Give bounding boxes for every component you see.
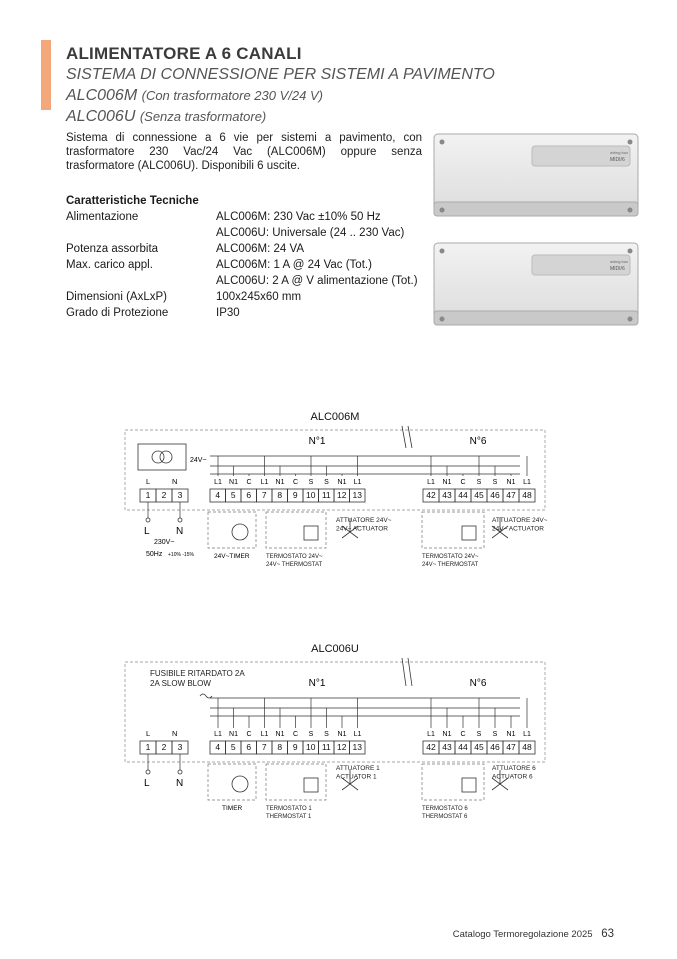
terminal-label: N1 bbox=[229, 479, 238, 486]
supply-n: N bbox=[176, 778, 184, 789]
terminal-label: L1 bbox=[427, 731, 435, 738]
terminal-label: N1 bbox=[442, 731, 452, 738]
supply-n: N bbox=[176, 526, 184, 537]
terminal-number: 48 bbox=[522, 742, 532, 752]
model-u-line bbox=[66, 108, 266, 126]
device-label-1: wiring box bbox=[610, 150, 629, 155]
terminal-number: 47 bbox=[506, 490, 516, 500]
actuator6-label: ATTUATORE 24V~ bbox=[492, 517, 548, 524]
catalog-name: Catalogo Termoregolazione 2025 bbox=[452, 929, 593, 940]
model-m: ALC006M bbox=[66, 87, 138, 104]
zone1-label: N°1 bbox=[308, 678, 326, 689]
page-footer bbox=[453, 928, 614, 940]
thermostat1-label: 24V~ THERMOSTAT bbox=[266, 562, 323, 568]
terminal-label: N1 bbox=[229, 731, 238, 738]
terminal-number: 7 bbox=[261, 742, 267, 752]
terminal-label: S bbox=[492, 479, 498, 486]
terminal-label: L bbox=[146, 729, 151, 738]
supply-terminal bbox=[146, 770, 150, 774]
terminal-label: N1 bbox=[337, 731, 347, 738]
model-u-note: (Senza trasformatore) bbox=[139, 109, 267, 124]
terminal-number: 43 bbox=[442, 490, 452, 500]
device-image-alc006u bbox=[432, 241, 640, 327]
v24-label: 24V~ bbox=[190, 457, 207, 464]
terminal-label: L1 bbox=[353, 731, 362, 738]
terminal-label: L1 bbox=[260, 479, 269, 486]
thermostat-symbol bbox=[462, 526, 476, 540]
supply-voltage: 230V~ bbox=[154, 539, 175, 546]
terminal-number: 47 bbox=[506, 742, 516, 752]
terminal-number: 8 bbox=[277, 742, 283, 752]
terminal-label: N1 bbox=[337, 479, 347, 486]
terminal-label: S bbox=[308, 731, 314, 738]
spec-value: ALC006U: Universale (24 .. 230 Vac) bbox=[216, 227, 405, 239]
page-title: ALIMENTATORE A 6 CANALI bbox=[66, 44, 302, 63]
thermostat6-label: TERMOSTATO 6 bbox=[422, 806, 468, 812]
transformer-box bbox=[138, 444, 186, 470]
terminal-label: N bbox=[172, 477, 178, 486]
terminal-number: 46 bbox=[490, 490, 500, 500]
timer-symbol bbox=[232, 776, 248, 792]
supply-terminal bbox=[178, 770, 182, 774]
spec-label: Dimensioni (AxLxP) bbox=[66, 291, 167, 303]
thermostat-box bbox=[422, 764, 484, 800]
break-mark bbox=[402, 426, 406, 448]
terminal-number: 6 bbox=[246, 742, 252, 752]
specs-title: Caratteristiche Tecniche bbox=[66, 195, 199, 207]
terminal-number: 1 bbox=[145, 742, 151, 752]
terminal-number: 13 bbox=[352, 742, 362, 752]
terminal-number: 46 bbox=[490, 742, 500, 752]
fuse-symbol bbox=[200, 694, 212, 698]
terminal-label: L1 bbox=[523, 479, 531, 486]
supply-l: L bbox=[144, 526, 150, 537]
terminal-number: 3 bbox=[177, 742, 183, 752]
thermostat6-label: TERMOSTATO 24V~ bbox=[422, 554, 479, 560]
thermostat-box bbox=[422, 512, 484, 548]
spec-value: ALC006M: 24 VA bbox=[216, 243, 305, 255]
terminal-label: S bbox=[476, 479, 482, 486]
terminal-number: 5 bbox=[230, 490, 236, 500]
page-subtitle: SISTEMA DI CONNESSIONE PER SISTEMI A PAVIMENTO bbox=[66, 66, 495, 83]
product-description: Sistema di connessione a 6 vie per sistemi a pavimento, con trasformatore 230 Vac/24 Vac (ALC006M) oppure senza trasformatore (ALC006U). Disponibili 6 uscite. bbox=[66, 132, 422, 172]
terminal-label: S bbox=[492, 731, 498, 738]
timer-label: TIMER bbox=[222, 805, 243, 812]
thermostat1-label: TERMOSTATO 1 bbox=[266, 806, 312, 812]
terminal-label: N1 bbox=[442, 479, 452, 486]
terminal-number: 1 bbox=[145, 490, 151, 500]
terminal-number: 9 bbox=[292, 490, 298, 500]
terminal-number: 6 bbox=[246, 490, 252, 500]
supply-tolerance: +10% -15% bbox=[168, 552, 194, 558]
thermostat-box bbox=[266, 512, 326, 548]
zone6-label: N°6 bbox=[469, 678, 487, 689]
svg-text:MIDI/6: MIDI/6 bbox=[610, 157, 625, 163]
terminal-label: L1 bbox=[523, 731, 531, 738]
terminal-number: 11 bbox=[321, 490, 331, 500]
supply-terminal bbox=[146, 518, 150, 522]
model-m-note: (Con trasformatore 230 V/24 V) bbox=[141, 88, 323, 103]
terminal-number: 10 bbox=[306, 490, 316, 500]
terminal-number: 45 bbox=[474, 490, 484, 500]
terminal-label: N1 bbox=[275, 479, 285, 486]
terminal-number: 13 bbox=[352, 490, 362, 500]
terminal-label: N1 bbox=[506, 731, 516, 738]
device-label-2: wiring box bbox=[610, 259, 629, 264]
terminal-number: 8 bbox=[277, 490, 283, 500]
actuator6-label: ACTUATOR 6 bbox=[492, 773, 533, 781]
terminal-number: 44 bbox=[458, 742, 468, 752]
terminal-label: L bbox=[146, 477, 151, 486]
terminal-number: 45 bbox=[474, 742, 484, 752]
terminal-label: S bbox=[308, 479, 314, 486]
thermostat-symbol bbox=[304, 778, 318, 792]
terminal-number: 3 bbox=[177, 490, 183, 500]
terminal-label: C bbox=[292, 731, 299, 738]
terminal-number: 2 bbox=[161, 490, 167, 500]
supply-l: L bbox=[144, 778, 150, 789]
spec-label: Alimentazione bbox=[66, 211, 139, 223]
model-u: ALC006U bbox=[66, 108, 136, 125]
actuator1-label: ATTUATORE 24V~ bbox=[336, 517, 392, 524]
terminal-label: C bbox=[246, 731, 252, 738]
transformer-coil bbox=[160, 451, 172, 463]
terminal-label: C bbox=[460, 479, 466, 486]
spec-value: ALC006M: 1 A @ 24 Vac (Tot.) bbox=[216, 259, 372, 271]
terminal-label: L1 bbox=[427, 479, 435, 486]
timer-label: 24V~TIMER bbox=[214, 553, 250, 560]
terminal-number: 44 bbox=[458, 490, 468, 500]
device-image-alc006m bbox=[432, 132, 640, 218]
thermostat1-label: THERMOSTAT 1 bbox=[266, 814, 312, 820]
terminal-number: 4 bbox=[215, 742, 221, 752]
terminal-label: C bbox=[246, 479, 252, 486]
terminal-number: 11 bbox=[321, 742, 331, 752]
terminal-number: 7 bbox=[261, 490, 267, 500]
terminal-number: 43 bbox=[442, 742, 452, 752]
spec-label: Potenza assorbita bbox=[66, 243, 159, 255]
actuator1-label: ATTUATORE 1 bbox=[336, 765, 380, 772]
supply-terminal bbox=[178, 518, 182, 522]
timer-symbol bbox=[232, 524, 248, 540]
svg-text:MIDI/6: MIDI/6 bbox=[610, 266, 625, 272]
diagram-title: ALC006M bbox=[310, 411, 360, 423]
fuse-label: 2A SLOW BLOW bbox=[150, 679, 211, 688]
terminal-number: 10 bbox=[306, 742, 316, 752]
terminal-label: N1 bbox=[275, 731, 285, 738]
zone1-label: N°1 bbox=[308, 436, 326, 447]
terminal-number: 42 bbox=[426, 490, 436, 500]
zone6-label: N°6 bbox=[469, 436, 487, 447]
page-number: 63 bbox=[601, 928, 614, 940]
supply-frequency: 50Hz bbox=[146, 551, 163, 558]
terminal-label: S bbox=[324, 731, 329, 738]
terminal-label: L1 bbox=[214, 731, 222, 738]
thermostat-box bbox=[266, 764, 326, 800]
terminal-number: 42 bbox=[426, 742, 436, 752]
thermostat6-label: THERMOSTAT 6 bbox=[422, 814, 468, 820]
terminal-label: N bbox=[172, 729, 178, 738]
terminal-label: L1 bbox=[260, 731, 269, 738]
terminal-label: L1 bbox=[353, 479, 362, 486]
fuse-label: FUSIBILE RITARDATO 2A bbox=[150, 669, 245, 678]
terminal-label: C bbox=[460, 731, 466, 738]
spec-value: IP30 bbox=[216, 307, 240, 319]
model-m-line bbox=[66, 87, 323, 105]
accent-bar bbox=[41, 40, 51, 110]
spec-value: 100x245x60 mm bbox=[216, 291, 302, 303]
terminal-number: 9 bbox=[292, 742, 298, 752]
terminal-label: L1 bbox=[214, 479, 222, 486]
actuator6-label: ATTUATORE 6 bbox=[492, 765, 536, 772]
break-mark bbox=[408, 426, 412, 448]
spec-value: ALC006M: 230 Vac ±10% 50 Hz bbox=[216, 211, 381, 223]
terminal-label: S bbox=[476, 731, 482, 738]
thermostat1-label: TERMOSTATO 24V~ bbox=[266, 554, 323, 560]
thermostat-symbol bbox=[462, 778, 476, 792]
thermostat-symbol bbox=[304, 526, 318, 540]
thermostat6-label: 24V~ THERMOSTAT bbox=[422, 562, 479, 568]
terminal-label: C bbox=[292, 479, 299, 486]
terminal-label: N1 bbox=[506, 479, 516, 486]
terminal-label: S bbox=[324, 479, 329, 486]
diagram-title: ALC006U bbox=[311, 643, 359, 655]
terminal-number: 2 bbox=[161, 742, 167, 752]
actuator6-label: 24V~ ACTUATOR bbox=[492, 525, 544, 533]
actuator1-label: ACTUATOR 1 bbox=[336, 773, 377, 781]
terminal-number: 48 bbox=[522, 490, 532, 500]
terminal-number: 5 bbox=[230, 742, 236, 752]
terminal-number: 12 bbox=[337, 490, 347, 500]
spec-label: Max. carico appl. bbox=[66, 259, 153, 271]
terminal-number: 12 bbox=[337, 742, 347, 752]
actuator1-label: 24V~ ACTUATOR bbox=[336, 525, 388, 533]
spec-value: ALC006U: 2 A @ V alimentazione (Tot.) bbox=[216, 275, 418, 287]
spec-label: Grado di Protezione bbox=[66, 307, 169, 319]
terminal-number: 4 bbox=[215, 490, 221, 500]
